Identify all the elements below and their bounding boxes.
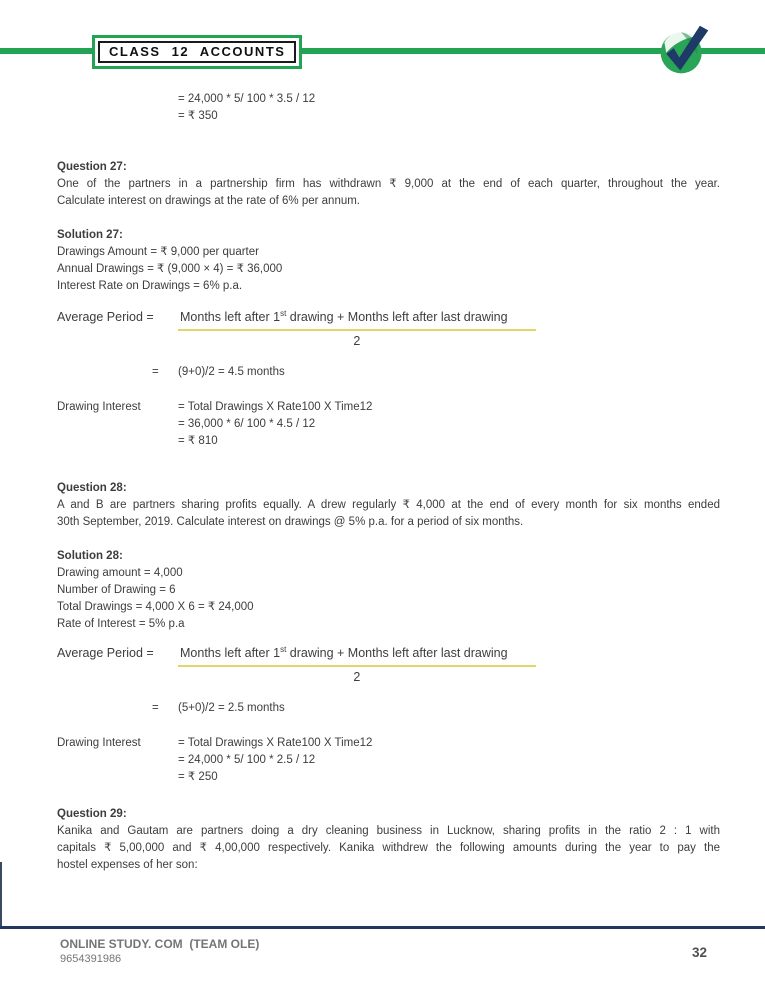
superscript: st (280, 644, 287, 654)
interest-line: = 24,000 * 5/ 100 * 2.5 / 12 (178, 754, 316, 766)
solution-28-heading: Solution 28: (57, 550, 123, 562)
paragraph-line: Kanika and Gautam are partners doing a dry cleaning business in Lucknow, sharing profits in the ratio 2 : 1 with (57, 825, 720, 837)
fraction-denominator: 2 (353, 334, 361, 348)
fraction-denominator: 2 (353, 670, 361, 684)
header-title-box (92, 35, 302, 69)
question-27-text (57, 176, 720, 210)
solution-28-steps (57, 565, 720, 633)
solution-line: Rate of Interest = 5% p.a (57, 618, 185, 630)
paragraph-line: One of the partners in a partnership firm has withdrawn ₹ 9,000 at the end of each quarter, throughout the year. (57, 178, 720, 190)
superscript: st (280, 308, 287, 318)
solution-line: Drawing amount = 4,000 (57, 567, 183, 579)
solution-line: Interest Rate on Drawings = 6% p.a. (57, 280, 243, 292)
average-period-label: Average Period = (57, 646, 154, 660)
average-period-result-28 (57, 700, 720, 717)
interest-line: = Total Drawings X Rate100 X Time12 (178, 737, 373, 749)
equals-sign: = (152, 366, 159, 378)
solution-line: Drawings Amount = ₹ 9,000 per quarter (57, 246, 259, 258)
average-period-formula-28 (57, 645, 720, 686)
average-period-result-27 (57, 364, 720, 381)
interest-line: = Total Drawings X Rate100 X Time12 (178, 401, 373, 413)
scan-artifact-line (0, 862, 2, 926)
page-number: 32 (691, 945, 707, 960)
carryover-calculation (178, 91, 720, 125)
paragraph-line: A and B are partners sharing profits equally. A drew regularly ₹ 4,000 at the end of every month for six months ended (57, 499, 720, 511)
fraction (178, 645, 536, 686)
average-period-formula-27 (57, 309, 720, 350)
drawing-interest-label: Drawing Interest (57, 401, 141, 413)
interest-line: = ₹ 810 (178, 435, 218, 447)
drawing-interest-steps (178, 399, 372, 450)
paragraph-line: capitals ₹ 5,00,000 and ₹ 4,00,000 respectively. Kanika withdrew the following amounts during the year to pay the (57, 842, 720, 854)
page-footer (0, 926, 765, 965)
interest-line: = 36,000 * 6/ 100 * 4.5 / 12 (178, 418, 316, 430)
result-value: (9+0)/2 = 4.5 months (178, 366, 285, 378)
solution-line: Total Drawings = 4,000 X 6 = ₹ 24,000 (57, 601, 254, 613)
question-29-text (57, 823, 720, 874)
average-period-label: Average Period = (57, 310, 154, 324)
footer-site-name: ONLINE STUDY. COM (TEAM OLE) (60, 937, 260, 951)
interest-line: = ₹ 250 (178, 771, 218, 783)
fraction-numerator: Months left after 1st drawing + Months left after last drawing (178, 309, 536, 331)
calc-line: = ₹ 350 (178, 110, 218, 122)
fraction-numerator: Months left after 1st drawing + Months left after last drawing (178, 645, 536, 667)
question-29-heading: Question 29: (57, 808, 127, 820)
drawing-interest-27 (57, 399, 720, 450)
solution-27-steps (57, 244, 720, 295)
question-27-heading: Question 27: (57, 161, 127, 173)
solution-line: Number of Drawing = 6 (57, 584, 176, 596)
fraction (178, 309, 536, 350)
drawing-interest-label: Drawing Interest (57, 737, 141, 749)
leaf-checkmark-logo-icon (656, 22, 712, 78)
calc-line: = 24,000 * 5/ 100 * 3.5 / 12 (178, 93, 316, 105)
paragraph-line: 30th September, 2019. Calculate interest on drawings @ 5% p.a. for a period of six months. (57, 516, 524, 528)
footer-publisher-block (60, 937, 259, 965)
result-value: (5+0)/2 = 2.5 months (178, 702, 285, 714)
drawing-interest-steps (178, 735, 372, 786)
paragraph-line: Calculate interest on drawings at the rate of 6% per annum. (57, 195, 361, 207)
equals-sign: = (152, 702, 159, 714)
page-title: CLASS 12 ACCOUNTS (98, 41, 296, 63)
solution-line: Annual Drawings = ₹ (9,000 × 4) = ₹ 36,000 (57, 263, 283, 275)
drawing-interest-28 (57, 735, 720, 786)
question-28-text (57, 497, 720, 531)
footer-phone-number: 9654391986 (60, 953, 122, 965)
solution-27-heading: Solution 27: (57, 229, 123, 241)
paragraph-line: hostel expenses of her son: (57, 859, 198, 871)
question-28-heading: Question 28: (57, 482, 127, 494)
